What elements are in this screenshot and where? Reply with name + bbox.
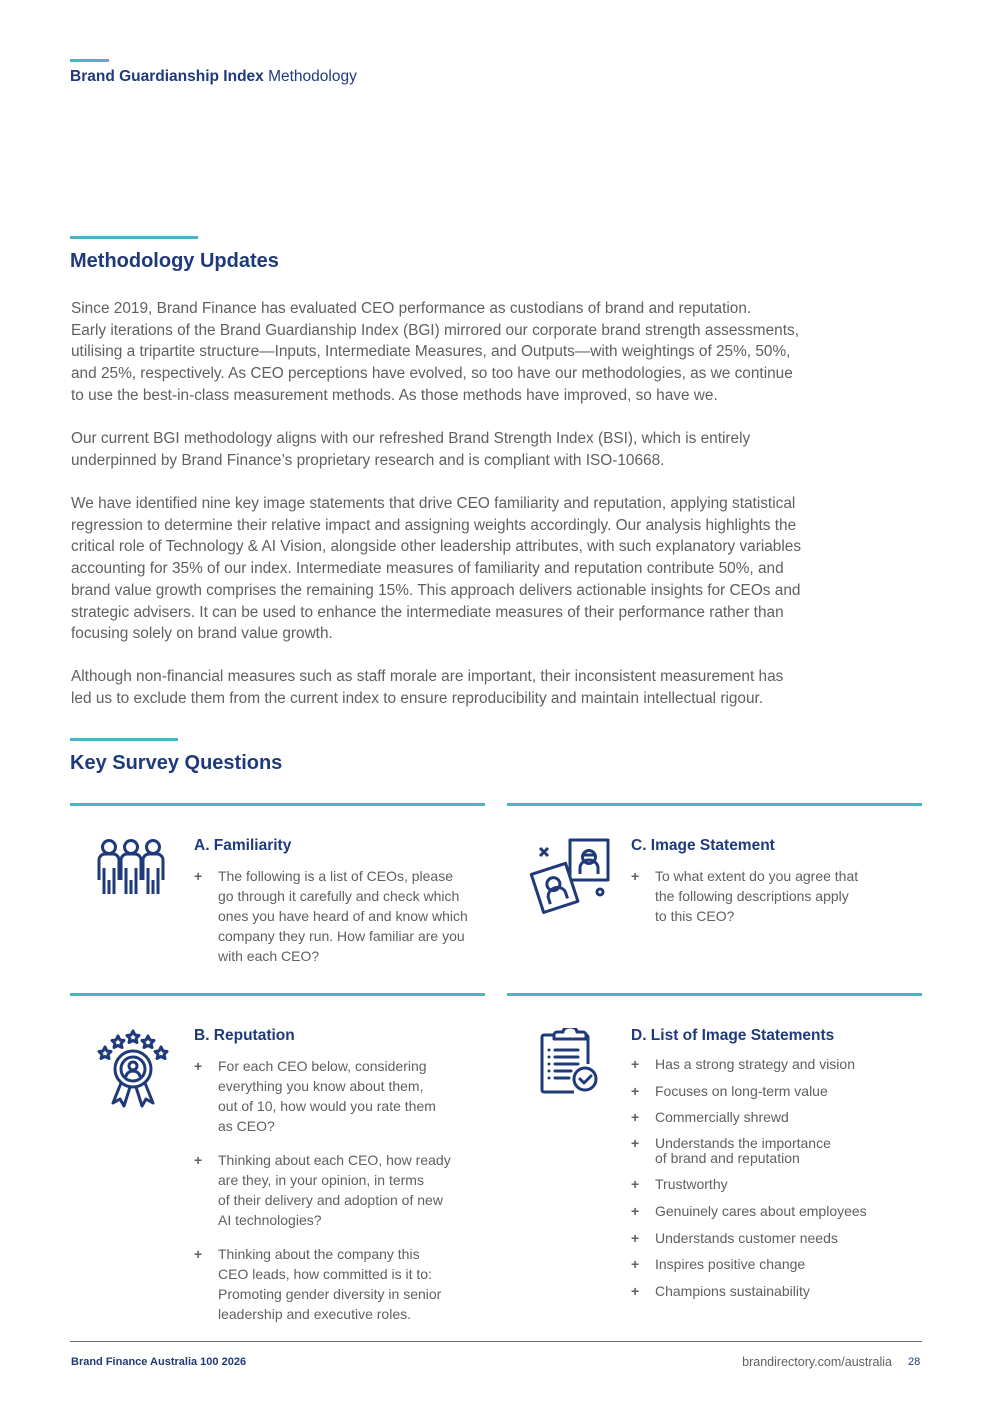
list-item-line: Trustworthy [655, 1176, 728, 1193]
list-item-line: CEO leads, how committed is it to: [218, 1266, 432, 1282]
paragraph-line: to use the best-in-class measurement methods. As those methods have improved, so have we. [71, 386, 718, 404]
portrait-frames-icon [528, 838, 612, 918]
plus-bullet-icon: + [631, 1282, 640, 1299]
card-b-title: B. Reputation [194, 1027, 295, 1044]
list-item-line: ones you have heard of and know which [218, 908, 468, 924]
card-c-list [631, 866, 858, 926]
list-item-line: of their delivery and adoption of new [218, 1192, 443, 1208]
list-item [631, 1136, 867, 1166]
plus-bullet-icon: + [631, 1176, 640, 1193]
key-survey-questions-heading: Key Survey Questions [70, 752, 283, 774]
section-accent-bar [70, 738, 178, 741]
list-item [631, 866, 858, 926]
footer-url-link[interactable]: brandirectory.com/australia [742, 1355, 892, 1369]
header-title-bold: Brand Guardianship Index [70, 68, 264, 85]
plus-bullet-icon: + [631, 1056, 640, 1072]
clipboard-check-icon [540, 1028, 600, 1094]
list-item-line: Inspires positive change [655, 1256, 806, 1273]
list-item-line: the following descriptions apply [655, 888, 849, 904]
list-item-line: go through it carefully and check which [218, 888, 460, 904]
plus-bullet-icon: + [631, 868, 640, 884]
list-item-line: out of 10, how would you rate them [218, 1098, 436, 1114]
list-item-line: Promoting gender diversity in senior [218, 1286, 442, 1302]
list-item-line: Understands customer needs [655, 1229, 838, 1246]
card-a-rule [70, 803, 485, 806]
paragraph-line: accounting for 35% of our index. Intermediate measures of familiarity and reputation contribute 50%, and [71, 560, 784, 578]
list-item-line: AI technologies? [218, 1212, 322, 1228]
list-item [631, 1256, 867, 1272]
paragraph-line: focusing solely on brand value growth. [71, 625, 333, 643]
list-item-line: Understands the importance [655, 1134, 831, 1151]
paragraph-2 [71, 428, 881, 471]
list-item-line: Has a strong strategy and vision [655, 1056, 855, 1072]
paragraph-line: strategic advisers. It can be used to enhance the intermediate measures of their performance rather than [71, 603, 784, 621]
list-item-line: Genuinely cares about employees [655, 1202, 867, 1219]
card-c-title: C. Image Statement [631, 837, 775, 854]
card-a-title: A. Familiarity [194, 837, 292, 854]
methodology-updates-heading: Methodology Updates [70, 250, 279, 272]
list-item-line: Commercially shrewd [655, 1109, 789, 1126]
plus-bullet-icon: + [194, 1246, 203, 1262]
paragraph-line: led us to exclude them from the current index to ensure reproducibility and maintain intellectual rigour. [71, 689, 764, 707]
plus-bullet-icon: + [631, 1229, 640, 1246]
card-d-title: D. List of Image Statements [631, 1027, 835, 1044]
footer-publication: Brand Finance Australia 100 2026 [71, 1356, 247, 1368]
paragraph-line: Although non-financial measures such as staff morale are important, their inconsistent measurement has [71, 668, 784, 685]
paragraph-line: and 25%, respectively. As CEO perceptions have evolved, so too have our methodologies, as we continue [71, 365, 793, 383]
plus-bullet-icon: + [194, 1152, 203, 1168]
list-item-line: of brand and reputation [655, 1149, 800, 1166]
card-d-rule [507, 993, 922, 996]
plus-bullet-icon: + [194, 868, 203, 884]
section-accent-bar [70, 236, 198, 239]
card-b-list [194, 1056, 451, 1324]
paragraph-line: brand value growth comprises the remaining 15%. This approach delivers actionable insights for CEOs and [71, 581, 801, 599]
list-item-line: to this CEO? [655, 908, 735, 924]
list-item [194, 1056, 451, 1136]
list-item [194, 866, 468, 966]
page-header [70, 68, 357, 86]
plus-bullet-icon: + [631, 1134, 640, 1151]
list-item [194, 1150, 451, 1230]
paragraph-line: utilising a tripartite structure—Inputs, Intermediate Measures, and Outputs—with weightings of 25%, 50%, [71, 343, 791, 361]
plus-bullet-icon: + [631, 1202, 640, 1219]
header-title-regular: Methodology [268, 68, 357, 85]
list-item [631, 1056, 867, 1072]
list-item-line: The following is a list of CEOs, please [218, 868, 453, 884]
list-item [194, 1244, 451, 1324]
list-item-line: Focuses on long-term value [655, 1082, 828, 1099]
plus-bullet-icon: + [631, 1256, 640, 1273]
plus-bullet-icon: + [631, 1082, 640, 1099]
list-item-line: as CEO? [218, 1118, 275, 1134]
list-item-line: are they, in your opinion, in terms [218, 1172, 424, 1188]
paragraph-line: underpinned by Brand Finance’s proprietary research and is compliant with ISO-10668. [71, 451, 665, 469]
card-a-list [194, 866, 468, 966]
award-ribbon-icon [97, 1029, 169, 1109]
list-item [631, 1230, 867, 1246]
page-number: 28 [908, 1356, 921, 1368]
header-accent-bar [70, 59, 109, 62]
paragraph-line: We have identified nine key image statements that drive CEO familiarity and reputation, applying statistical [71, 495, 796, 512]
list-item-line: Champions sustainability [655, 1282, 810, 1299]
footer-divider [70, 1341, 922, 1342]
paragraph-line: Our current BGI methodology aligns with our refreshed Brand Strength Index (BSI), which is entirely [71, 430, 751, 447]
list-item [631, 1083, 867, 1099]
list-item [631, 1109, 867, 1125]
list-item [631, 1203, 867, 1219]
list-item-line: Thinking about each CEO, how ready [218, 1152, 451, 1168]
card-b-rule [70, 993, 485, 996]
list-item [631, 1176, 867, 1192]
paragraph-line: regression to determine their relative impact and assigning weights accordingly. Our analysis highlights the [71, 516, 797, 534]
card-d-list [631, 1056, 867, 1299]
list-item-line: with each CEO? [218, 948, 320, 964]
list-item-line: To what extent do you agree that [655, 868, 859, 884]
list-item-line: For each CEO below, considering [218, 1058, 427, 1074]
paragraph-1 [71, 298, 881, 407]
list-item-line: Thinking about the company this [218, 1246, 420, 1262]
card-c-rule [507, 803, 922, 806]
paragraph-4 [71, 666, 881, 709]
list-item-line: everything you know about them, [218, 1078, 424, 1094]
plus-bullet-icon: + [194, 1058, 203, 1074]
plus-bullet-icon: + [631, 1109, 640, 1126]
people-group-icon [95, 838, 167, 896]
paragraph-line: critical role of Technology & AI Vision, alongside other leadership attributes, with such explanatory variables [71, 538, 802, 556]
list-item-line: leadership and executive roles. [218, 1306, 412, 1322]
paragraph-line: Early iterations of the Brand Guardianship Index (BGI) mirrored our corporate brand strength assessments, [71, 321, 799, 339]
list-item-line: company they run. How familiar are you [218, 928, 465, 944]
paragraph-line: Since 2019, Brand Finance has evaluated CEO performance as custodians of brand and reputation. [71, 300, 752, 317]
list-item [631, 1283, 867, 1299]
paragraph-3 [71, 493, 881, 645]
